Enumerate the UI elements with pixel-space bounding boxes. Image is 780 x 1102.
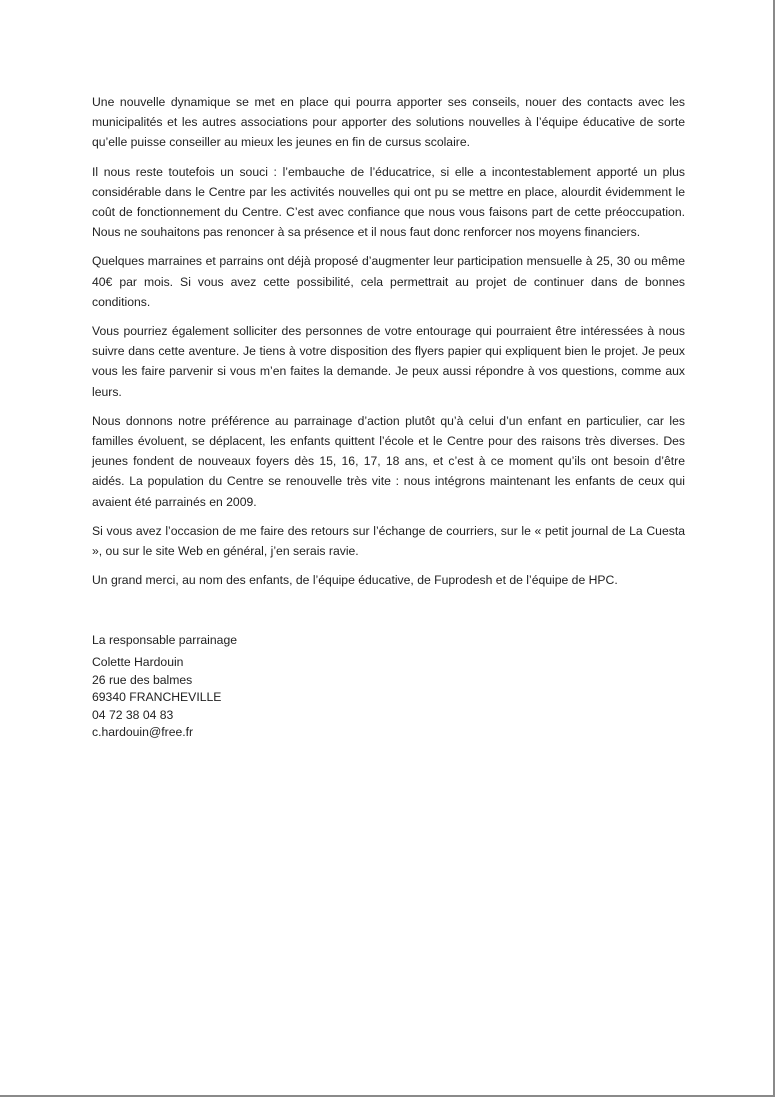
signature-name: Colette Hardouin <box>92 655 184 669</box>
paragraph-new-dynamic: Une nouvelle dynamique se met en place qui pourra apporter ses conseils, nouer des contacts avec les municipalités et les autres associations pour apporter des solutions nouvelles à l’équipe éducative de sorte qu’elle puisse conseiller au mieux les jeunes en fin de cursus scolaire. <box>92 95 685 150</box>
paragraph-solicit-people: Vous pourriez également solliciter des personnes de votre entourage qui pourraient être intéressées à nous suivre dans cette aventure. Je tiens à votre disposition des flyers papier qui expliquent bien le projet. Je peux vous les faire parvenir si vous m’en faites la demande. Je peux aussi répondre à vos questions, comme aux leurs. <box>92 324 685 399</box>
paragraph-action-sponsorship: Nous donnons notre préférence au parrainage d’action plutôt qu’à celui d’un enfant en particulier, car les familles évoluent, se déplacent, les enfants quittent l’école et le Centre pour des raisons très diverses. Des jeunes fondent de nouveaux foyers dès 15, 16, 17, 18 ans, et c’est à ce moment qu’ils ont besoin d’être aidés. La population du Centre se renouvelle très vite : nous intégrons maintenant les enfants de ceux qui avaient été parrainés en 2009. <box>92 413 685 509</box>
letter-body <box>92 92 685 599</box>
signature-street: 26 rue des balmes <box>92 672 193 687</box>
signature-role: La responsable parrainage <box>92 633 238 647</box>
paragraph-feedback: Si vous avez l’occasion de me faire des retours sur l’échange de courriers, sur le « petit journal de La Cuesta », ou sur le site Web en général, j’en serais ravie. <box>92 523 685 559</box>
signature-phone: 04 72 38 04 83 <box>92 707 174 722</box>
paragraph-thanks: Un grand merci, au nom des enfants, de l’équipe éducative, de Fuprodesh et de l’équipe de HPC. <box>92 573 618 588</box>
paragraph-educator-concern: Il nous reste toutefois un souci : l’embauche de l’éducatrice, si elle a incontestablement apporté un plus considérable dans le Centre par les activités nouvelles qui ont pu se mettre en place, alourdit évidemment le coût de fonctionnement du Centre. C’est avec confiance que nous vous faisons part de cette préoccupation. Nous ne souhaitons pas renoncer à sa présence et il nous faut donc renforcer nos moyens financiers. <box>92 164 685 240</box>
signature-city: 69340 FRANCHEVILLE <box>92 690 222 705</box>
paragraph-increase-participation: Quelques marraines et parrains ont déjà proposé d’augmenter leur participation mensuelle à 25, 30 ou même 40€ par mois. Si vous avez cette possibilité, cela permettrait au projet de continuer dans de bonnes conditions. <box>92 254 685 309</box>
signature-email: c.hardouin@free.fr <box>92 725 194 740</box>
signature-block <box>92 630 492 742</box>
